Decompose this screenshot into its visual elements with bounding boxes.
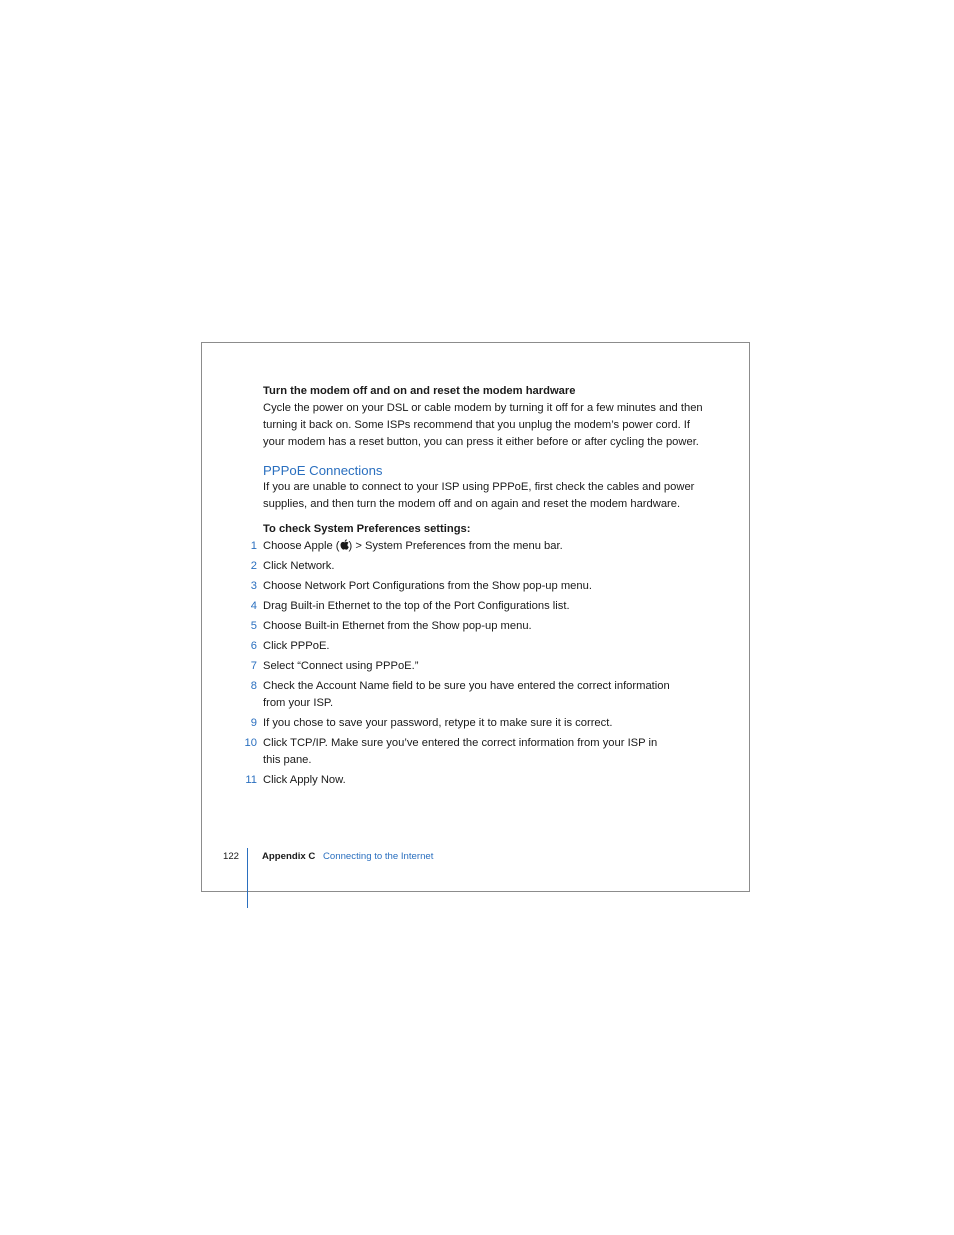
section-heading-pppoe: PPPoE Connections — [263, 463, 383, 478]
step-text-before: Choose Apple ( — [263, 540, 340, 552]
step-7 — [250, 658, 708, 675]
procedure-heading: To check System Preferences settings: — [263, 523, 471, 535]
step-text: Choose Network Port Configurations from the Show pop-up menu. — [263, 580, 592, 592]
step-number: 11 — [245, 774, 257, 786]
procedure-steps — [244, 538, 708, 789]
step-text: Drag Built-in Ethernet to the top of the Port Configurations list. — [263, 600, 570, 612]
page-content — [244, 383, 708, 792]
step-text: Choose Built-in Ethernet from the Show pop-up menu. — [263, 620, 532, 632]
step-2 — [250, 558, 708, 575]
step-number: 3 — [250, 580, 257, 592]
footer-chapter-title: Connecting to the Internet — [323, 851, 434, 862]
step-number: 8 — [250, 680, 257, 692]
step-text: If you chose to save your password, retype it to make sure it is correct. — [263, 717, 613, 729]
section-heading-modem-reset: Turn the modem off and on and reset the modem hardware — [263, 385, 576, 397]
step-5 — [250, 618, 708, 635]
section-body-modem-reset: Cycle the power on your DSL or cable modem by turning it off for a few minutes and then turning it back on. Some ISPs recommend that you unplug the modem’s power cord. If your modem has a reset button, you can press it either before or after cycling the power. — [263, 402, 703, 448]
step-number: 6 — [250, 640, 257, 652]
step-number: 1 — [250, 540, 257, 552]
step-number: 9 — [250, 717, 257, 729]
step-11 — [245, 772, 708, 789]
step-text-after: ) > System Preferences from the menu bar. — [348, 540, 563, 552]
step-text: Select “Connect using PPPoE.” — [263, 660, 419, 672]
step-4 — [250, 598, 708, 615]
step-9 — [250, 715, 708, 732]
step-1 — [250, 538, 708, 555]
apple-icon — [340, 539, 349, 550]
step-text: Check the Account Name field to be sure you have entered the correct information from your ISP. — [263, 680, 670, 709]
step-6 — [250, 638, 708, 655]
step-text: Click TCP/IP. Make sure you’ve entered the correct information from your ISP in this pane. — [263, 737, 658, 766]
step-number: 5 — [250, 620, 257, 632]
footer-appendix-label: Appendix C — [262, 851, 316, 862]
page-number: 122 — [223, 851, 240, 862]
step-text: Click PPPoE. — [263, 640, 330, 652]
step-number: 2 — [250, 560, 257, 572]
step-3 — [250, 578, 708, 595]
step-text: Click Apply Now. — [263, 774, 346, 786]
step-10 — [244, 735, 658, 769]
footer-divider — [247, 848, 248, 908]
step-number: 4 — [250, 600, 257, 612]
step-number: 7 — [250, 660, 257, 672]
step-8 — [250, 678, 693, 712]
step-text: Click Network. — [263, 560, 335, 572]
step-number: 10 — [244, 737, 257, 749]
section-body-pppoe: If you are unable to connect to your ISP using PPPoE, first check the cables and power supplies, and then turn the modem off and on again and reset the modem hardware. — [263, 481, 695, 510]
